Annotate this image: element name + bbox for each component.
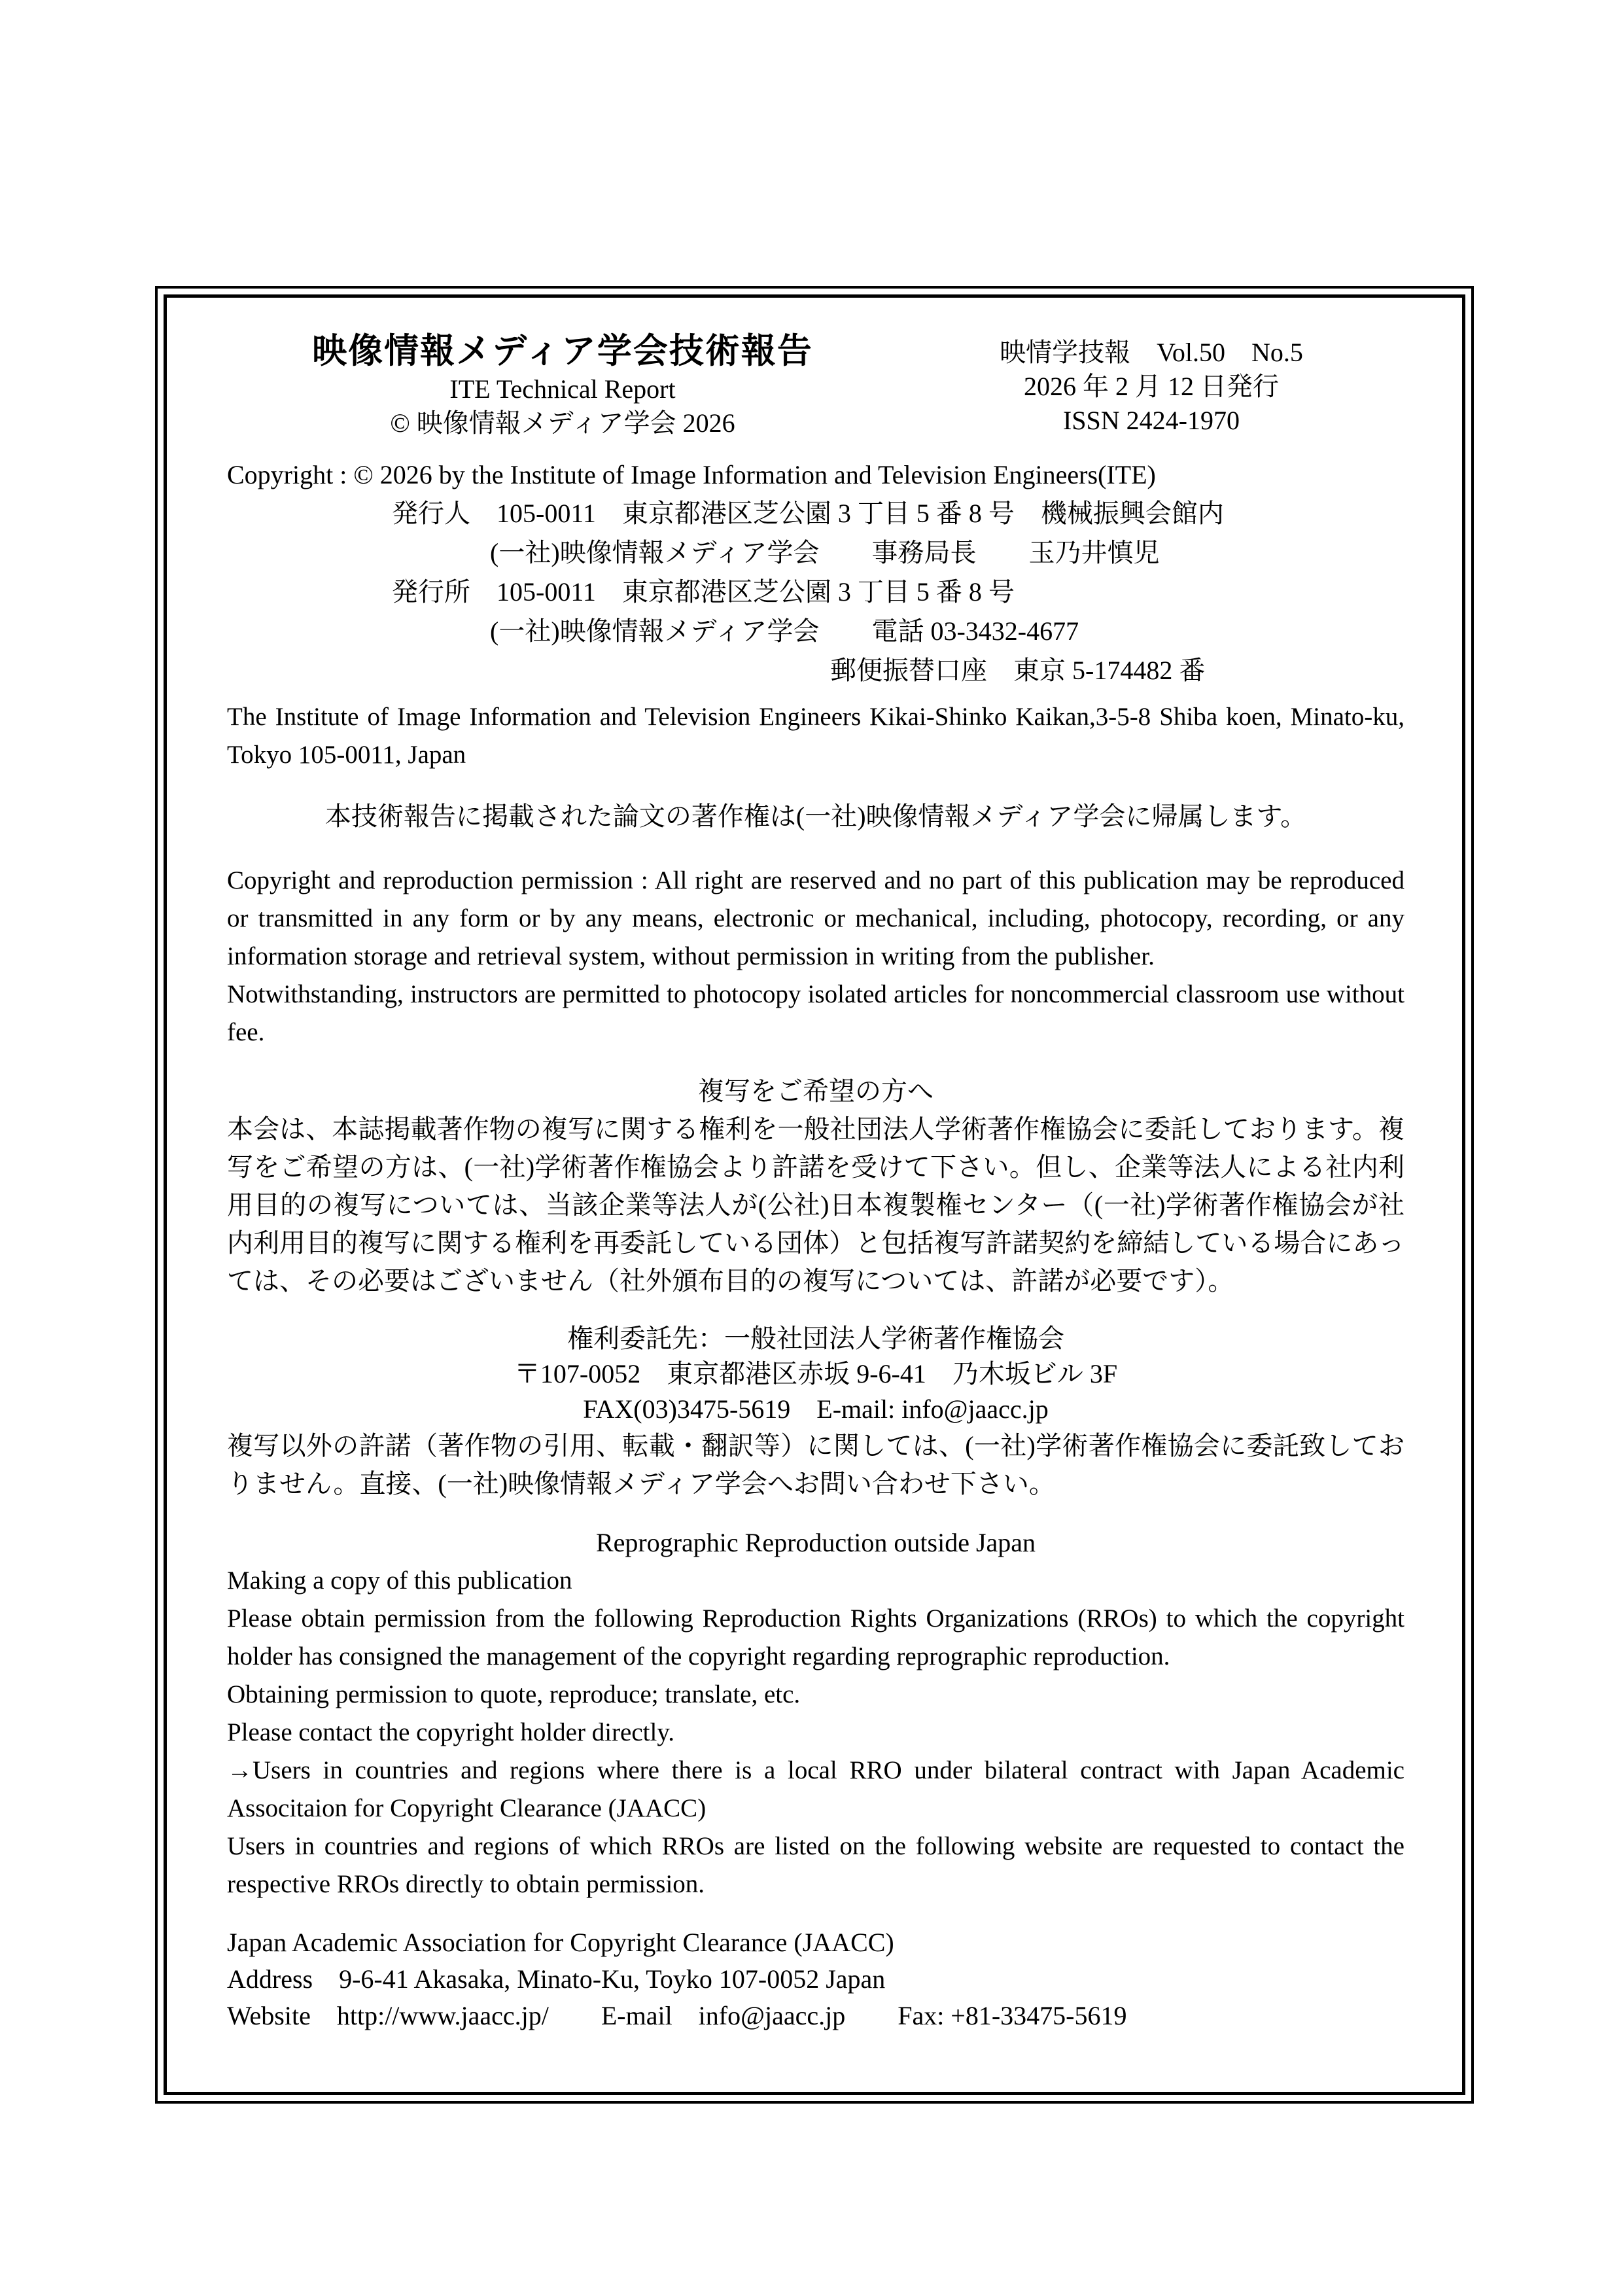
header (227, 330, 1405, 440)
society-copyright: © 映像情報メディア学会 2026 (390, 408, 735, 438)
reprographic-line: Please obtain permission from the following Reproduction Rights Organizations (RROs) to which the copyright holder has consigned the management of the copyright regarding reprographic reproduction. (227, 1604, 1405, 1670)
publisher-office: 発行所 105-0011 東京都港区芝公園 3 丁目 5 番 8 号 (392, 577, 1015, 607)
copy-request-heading: 複写をご希望の方へ (698, 1076, 934, 1106)
publisher-person: 発行人 105-0011 東京都港区芝公園 3 丁目 5 番 8 号 機械振興会館内 (392, 499, 1224, 528)
copyright-belongs-ja: 本技術報告に掲載された論文の著作権は(一社)映像情報メディア学会に帰属します。 (324, 802, 1307, 831)
publisher-block (227, 494, 1405, 690)
header-right (898, 330, 1405, 438)
jaacc-contact: Website http://www.jaacc.jp/ E-mail info@jaacc.jp Fax: +81-33475-5619 (227, 2001, 1127, 2030)
jaacc-address: Address 9-6-41 Akasaka, Minato-Ku, Toyko 107-0052 Japan (227, 1964, 886, 1994)
publisher-office-org: (一社)映像情報メディア学会 電話 03-3432-4677 (490, 616, 1079, 646)
jaacc-name: Japan Academic Association for Copyright Clearance (JAACC) (227, 1928, 894, 1957)
reprographic-line: Obtaining permission to quote, reproduce; translate, etc. (227, 1680, 801, 1708)
institute-address-en: The Institute of Image Information and Television Engineers Kikai-Shinko Kaikan,3-5-8 Shiba koen, Minato-ku, Tokyo 105-0011, Japan (227, 703, 1405, 769)
reprographic-line: Please contact the copyright holder directly. (227, 1718, 675, 1746)
colophon-frame-outer (155, 286, 1474, 2104)
page-title: 映像情報メディア学会技術報告 (312, 332, 813, 370)
postal-transfer-account: 郵便振替口座 東京 5-174482 番 (830, 656, 1206, 685)
consignee-address: 〒107-0052 東京都港区赤坂 9-6-41 乃木坂ビル 3F (514, 1359, 1118, 1388)
jaacc-block (227, 1924, 1405, 2034)
journal-abbrev: 映情学技報 Vol.50 No.5 (1000, 338, 1303, 367)
copyright-statement: Copyright : © 2026 by the Institute of Image Information and Television Engineers(ITE) (227, 460, 1156, 489)
reprographic-line: →Users in countries and regions where there is a local RRO under bilateral contract with Japan Academic Associtaion for Copyright Clearance (JAACC) (227, 1756, 1405, 1822)
reproduction-permission-en: Copyright and reproduction permission : All right are reserved and no part of this publication may be reproduced or transmitted in any form or by any means, electronic or mechanical, including, photocopy, recording, or any information storage and retrieval system, without permission in writing from the publisher. (227, 866, 1405, 970)
subtitle-en: ITE Technical Report (449, 374, 676, 404)
header-left (227, 330, 898, 440)
reprographic-line: Making a copy of this publication (227, 1566, 572, 1595)
rights-consignee-block (227, 1321, 1405, 1427)
consignee-note: 複写以外の許諾（著作物の引用、転載・翻訳等）に関しては、(一社)学術著作権協会に委託致しておりません。直接、(一社)映像情報メディア学会へお問い合わせ下さい。 (227, 1431, 1405, 1498)
notwithstanding-en: Notwithstanding, instructors are permitted to photocopy isolated articles for noncommercial classroom use without fee. (227, 980, 1405, 1046)
publisher-person-org: (一社)映像情報メディア学会 事務局長 玉乃井慎児 (490, 538, 1160, 567)
reprographic-heading: Reprographic Reproduction outside Japan (595, 1528, 1036, 1557)
reprographic-line: Users in countries and regions of which RROs are listed on the following website are requested to contact the respective RROs directly to obtain permission. (227, 1832, 1405, 1898)
consignee-contact: FAX(03)3475-5619 E-mail: info@jaacc.jp (583, 1394, 1049, 1424)
consignee-name: 権利委託先：一般社団法人学術著作権協会 (567, 1324, 1064, 1353)
copy-request-body: 本会は、本誌掲載著作物の複写に関する権利を一般社団法人学術著作権協会に委託しております。複写をご希望の方は、(一社)学術著作権協会より許諾を受けて下さい。但し、企業等法人による社内利用目的の複写については、当該企業等法人が(公社)日本複製権センター（(一社)学術著作権協会が社内利用目的複写に関する権利を再委託している団体）と包括複写許諾契約を締結している場合にあっては、その必要はございません（社外頒布目的の複写については、許諾が必要です）。 (227, 1114, 1405, 1296)
issue-date: 2026 年 2 月 12 日発行 (1024, 372, 1279, 401)
colophon-frame-inner (164, 294, 1465, 2095)
issn: ISSN 2424-1970 (1062, 406, 1240, 435)
